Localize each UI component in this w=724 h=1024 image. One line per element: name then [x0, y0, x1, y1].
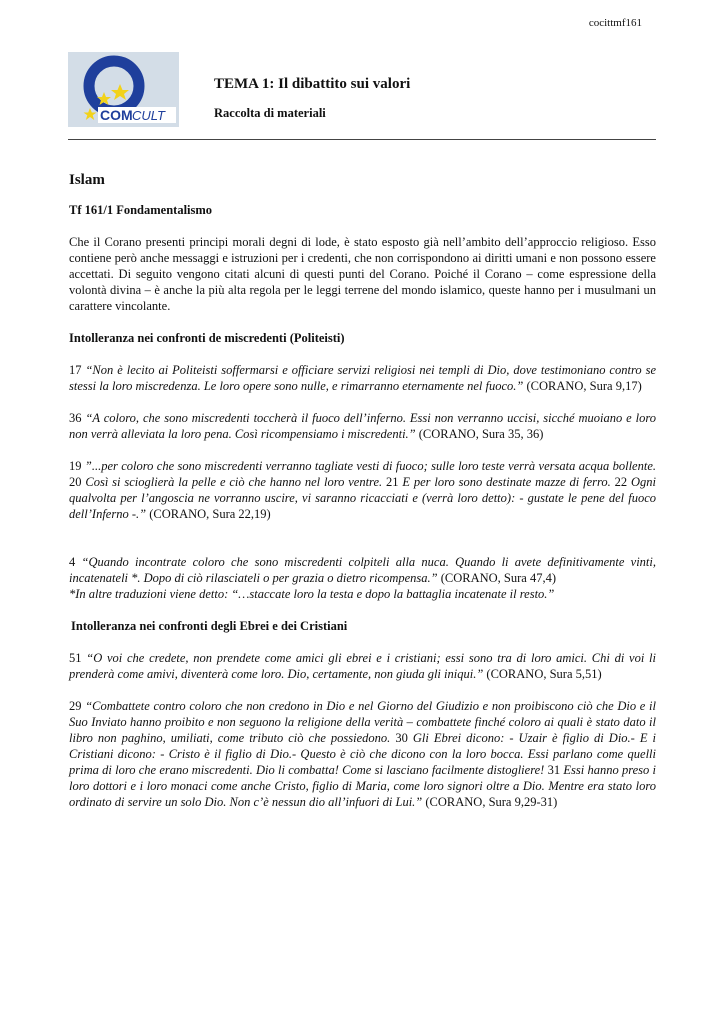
verse-reference: (CORANO, Sura 9,17) — [523, 379, 642, 393]
verse-quote: “Quando incontrate coloro che sono miscredenti colpiteli alla nuca. Quando li avete definitivamente vinti, incatenateli *. Dopo di ciò rilasciateli o per grazia o dietro ricompensa.” — [69, 555, 657, 585]
comcult-logo — [68, 52, 179, 127]
verse-quote: Gli Ebrei dicono: - Uzair è figlio di Dio.- E i Cristiani dicono: - Cristo è il figlio di Dio.- Questo è ciò che dicono con la loro bocca. Essi parlano come quelli prima di loro che erano miscredenti. Dio li combatta! Come si lasciano facilmente distogliere! — [69, 731, 656, 777]
verse-reference: (CORANO, Sura 9,29-31) — [422, 795, 558, 809]
verse-number: 22 — [610, 475, 632, 489]
theme-title: TEMA 1: Il dibattito sui valori — [214, 76, 411, 92]
verse-number: 17 — [69, 363, 86, 377]
verse-number: 20 — [69, 475, 86, 489]
verse-quote: “O voi che credete, non prendete come amici gli ebrei e i cristiani; essi sono tra di loro amici. Chi di voi li prenderà come amivi, diventerà come loro. Dio, certamente, non giuda gli iniqui.” — [69, 651, 656, 681]
verse-29-31 — [69, 698, 656, 810]
verse-quote: “Non è lecito ai Politeisti soffermarsi e officiare servizi religiosi nei templi di Dio, dove testimoniano contro se stessi la loro miscredenza. Le loro opere sono nulle, e rimarranno eternamente nel fuoco.” — [69, 363, 656, 393]
verse-quote: Ogni qualvolta per l’angoscia ne vorranno uscire, vi saranno ricacciati e (verrà loro detto): - gustate le pene del fuoco dell’Inferno -.” — [69, 475, 657, 521]
heading-ebrei-cristiani: Intolleranza nei confronti degli Ebrei e dei Cristiani — [71, 619, 348, 633]
verse-19-22 — [69, 458, 656, 522]
verse-quote: “A coloro, che sono miscredenti toccherà il fuoco dell’inferno. Essi non verranno uccisi, sicché muoiano e loro non verrà alleviata la loro pena. Così ricompensiamo i miscredenti.” — [69, 411, 656, 441]
verse-reference: (CORANO, Sura 35, 36) — [415, 427, 544, 441]
verse-quote: Essi hanno preso i loro dottori e i loro monaci come anche Cristo, figlio di Maria, come loro signori oltre a Dio. Mentre era stato loro ordinato di servire un solo Dio. Non c’è nessun dio all’infuori di Lui.” — [69, 763, 657, 809]
section-title: Islam — [69, 172, 105, 188]
verse-quote: “Combattete contro coloro che non credono in Dio e nel Giorno del Giudizio e non proibiscono ciò che Dio e il Suo Inviato hanno proibito e non seguono la religione della verità – combattete finché coloro ai quali è stato dato il libro non paghino, umiliati, come tributo ciò che possiedono. — [69, 699, 656, 745]
header-divider — [68, 139, 656, 140]
verse-reference: (CORANO, Sura 22,19) — [146, 507, 271, 521]
verse-number: 29 — [69, 699, 86, 713]
intro-paragraph: Che il Corano presenti principi morali degni di lode, è stato esposto già nell’ambito dell’approccio religioso. Esso contiene però anche messaggi e istruzioni per i credenti, che non corrispondono ai diritti umani e non possono essere accettati. Di seguito vengono citati alcuni di questi punti del Corano. Poiché il Corano – come espressione della volontà divina – è anche la più alta regola per le leggi terrene del mondo islamico, queste hanno per i musulmani un carattere vincolante. — [69, 235, 656, 313]
verse-number: 31 — [544, 763, 564, 777]
verse-number: 51 — [69, 651, 87, 665]
verse-number: 30 — [390, 731, 413, 745]
comcult-logo-graphic — [68, 52, 179, 127]
verse-number: 4 — [69, 555, 82, 569]
verse-reference: (CORANO, Sura 5,51) — [483, 667, 602, 681]
verse-number: 19 — [69, 459, 85, 473]
verse-36 — [69, 410, 656, 442]
translation-note: *In altre traduzioni viene detto: “…staccate loro la testa e dopo la battaglia incatenate il resto.” — [69, 587, 555, 601]
verse-quote: Così si scioglierà la pelle e ciò che hanno nel loro ventre. — [85, 475, 383, 489]
document-id: cocittmf161 — [588, 17, 642, 29]
header-subtitle: Raccolta di materiali — [214, 106, 326, 120]
logo-text-cult: CULT — [132, 108, 165, 123]
logo-text-com: COM — [100, 107, 133, 123]
verse-17 — [69, 362, 656, 394]
verse-4 — [69, 554, 656, 602]
header-titles — [214, 76, 410, 121]
document-body — [69, 172, 656, 826]
verse-51 — [69, 650, 656, 682]
verse-number: 21 — [382, 475, 403, 489]
heading-politeisti: Intolleranza nei confronti de miscredenti (Politeisti) — [69, 331, 345, 345]
verse-quote: E per loro sono destinate mazze di ferro. — [402, 475, 611, 489]
verse-reference: (CORANO, Sura 47,4) — [437, 571, 557, 585]
verse-number: 36 — [69, 411, 86, 425]
subsection-title: Tf 161/1 Fondamentalismo — [69, 203, 213, 217]
verse-quote: ”...per coloro che sono miscredenti verranno tagliate vesti di fuoco; sulle loro teste verrà versata acqua bollente. — [84, 459, 656, 473]
spacer — [69, 538, 656, 554]
